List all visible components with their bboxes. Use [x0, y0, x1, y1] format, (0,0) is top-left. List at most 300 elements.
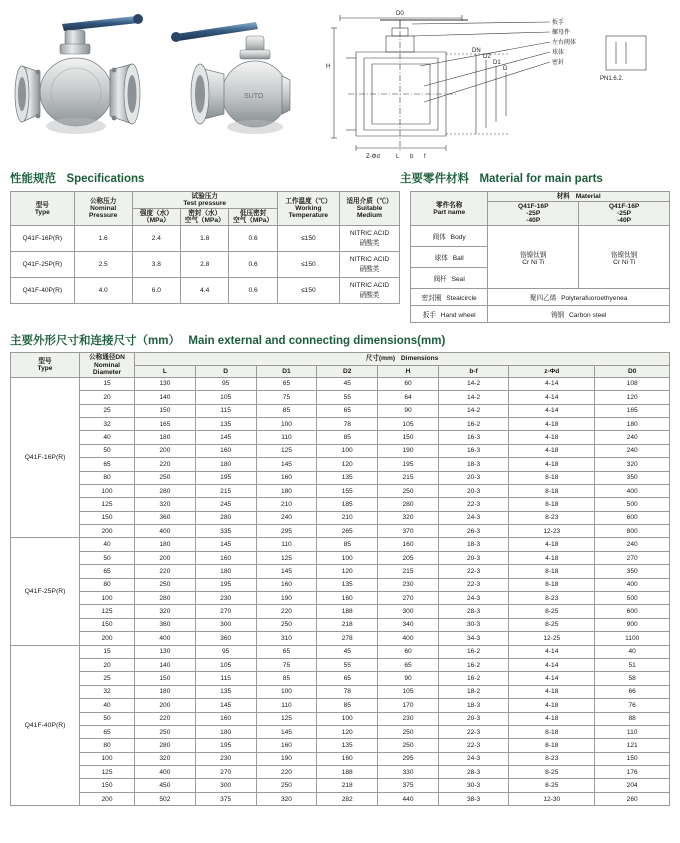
dim-cell-H: 160	[378, 538, 439, 551]
dim-cell-zd: 4-14	[509, 658, 595, 671]
table-row	[411, 289, 670, 306]
dim-cell-zd: 12-25	[509, 632, 595, 645]
table-row	[11, 779, 670, 792]
dim-cell-D0: 500	[595, 592, 670, 605]
table-row	[11, 712, 670, 725]
spec-cell-temp: ≤150	[277, 278, 339, 304]
dim-cell-L: 400	[135, 766, 196, 779]
dim-cell-L: 502	[135, 792, 196, 805]
svg-text:DN: DN	[472, 48, 481, 54]
dim-cell-type: Q41F-16P(R)	[11, 377, 80, 538]
table-row	[11, 252, 400, 278]
table-row	[11, 377, 670, 390]
table-row	[11, 417, 670, 430]
table-row	[11, 431, 670, 444]
dim-cell-D: 280	[195, 511, 256, 524]
material-table	[410, 191, 670, 323]
dim-cell-D0: 204	[595, 779, 670, 792]
dim-cell-dn: 65	[80, 725, 135, 738]
dim-cell-bf: 30-3	[438, 779, 508, 792]
mat-cell-part: 扳手 Hand wheel	[411, 306, 488, 323]
svg-text:左右阀体: 左右阀体	[552, 40, 577, 46]
dim-cell-zd: 4-14	[509, 404, 595, 417]
dim-cell-L: 130	[135, 645, 196, 658]
dim-cell-D2: 135	[317, 578, 378, 591]
dim-cell-D1: 220	[256, 766, 317, 779]
dim-cell-L: 165	[135, 417, 196, 430]
dim-cell-D: 270	[195, 605, 256, 618]
spec-header-temp: 工作温度（℃） Working Temperature	[277, 192, 339, 226]
table-row	[11, 444, 670, 457]
dim-cell-D0: 240	[595, 538, 670, 551]
spec-cell-strength: 2.4	[132, 226, 180, 252]
table-row	[11, 739, 670, 752]
dim-cell-D1: 180	[256, 484, 317, 497]
dim-cell-L: 180	[135, 431, 196, 444]
dim-cell-D2: 65	[317, 404, 378, 417]
dim-cell-type: Q41F-40P(R)	[11, 645, 80, 806]
dim-cell-D: 180	[195, 458, 256, 471]
dim-cell-D0: 120	[595, 391, 670, 404]
dim-cell-H: 295	[378, 752, 439, 765]
dim-cell-D2: 120	[317, 458, 378, 471]
dim-cell-D0: 240	[595, 431, 670, 444]
spec-header-test: 试验压力 Test pressure	[132, 192, 277, 209]
dim-cell-D2: 45	[317, 645, 378, 658]
dim-cell-D0: 165	[595, 404, 670, 417]
spec-cell-seal-water: 1.8	[181, 226, 229, 252]
dim-cell-dn: 150	[80, 618, 135, 631]
dim-cell-L: 180	[135, 685, 196, 698]
dim-cell-bf: 22-3	[438, 498, 508, 511]
dim-cell-bf: 28-3	[438, 766, 508, 779]
dim-cell-H: 105	[378, 417, 439, 430]
dim-cell-H: 65	[378, 658, 439, 671]
dim-cell-D: 230	[195, 752, 256, 765]
dim-cell-dn: 50	[80, 712, 135, 725]
dim-cell-dn: 40	[80, 538, 135, 551]
dim-cell-D1: 190	[256, 752, 317, 765]
valve-photo-2	[160, 6, 300, 165]
dim-cell-D: 230	[195, 592, 256, 605]
table-row	[11, 525, 670, 538]
dim-cell-D2: 85	[317, 431, 378, 444]
dim-cell-dn: 15	[80, 377, 135, 390]
dim-cell-D2: 160	[317, 752, 378, 765]
dim-cell-D1: 75	[256, 658, 317, 671]
dim-cell-dn: 100	[80, 592, 135, 605]
dim-cell-D1: 75	[256, 391, 317, 404]
dim-cell-D1: 295	[256, 525, 317, 538]
mat-header-material: 材料 Material	[488, 192, 670, 202]
dim-cell-D0: 108	[595, 377, 670, 390]
dim-cell-D2: 265	[317, 525, 378, 538]
dim-cell-H: 270	[378, 592, 439, 605]
dim-cell-zd: 8-23	[509, 511, 595, 524]
dim-header-dn: 公称通径DN Nominal Diameter	[80, 353, 135, 377]
table-row	[11, 458, 670, 471]
dim-cell-zd: 8-18	[509, 565, 595, 578]
dim-cell-D1: 190	[256, 592, 317, 605]
dim-cell-D2: 45	[317, 377, 378, 390]
dims-title-row	[0, 331, 680, 349]
dim-cell-L: 200	[135, 444, 196, 457]
dim-cell-zd: 8-25	[509, 618, 595, 631]
dim-cell-D1: 250	[256, 779, 317, 792]
dim-cell-H: 150	[378, 431, 439, 444]
dim-cell-dn: 125	[80, 498, 135, 511]
dim-cell-zd: 4-14	[509, 391, 595, 404]
dim-cell-H: 60	[378, 645, 439, 658]
table-row	[11, 484, 670, 497]
dim-cell-D0: 110	[595, 725, 670, 738]
dim-cell-zd: 4-18	[509, 538, 595, 551]
dim-cell-type: Q41F-25P(R)	[11, 538, 80, 645]
dim-cell-bf: 22-3	[438, 565, 508, 578]
table-row	[11, 685, 670, 698]
dim-cell-D: 160	[195, 712, 256, 725]
table-row	[11, 658, 670, 671]
dim-cell-L: 400	[135, 632, 196, 645]
mat-cell-part: 阀杆 Seal	[411, 268, 488, 289]
svg-text:f: f	[424, 154, 426, 160]
dim-cell-bf: 20-3	[438, 712, 508, 725]
table-row	[11, 752, 670, 765]
dim-cell-bf: 14-2	[438, 391, 508, 404]
dim-cell-D: 215	[195, 484, 256, 497]
dim-cell-D: 300	[195, 779, 256, 792]
dim-cell-zd: 8-18	[509, 739, 595, 752]
top-illustrations	[0, 0, 680, 165]
dim-cell-D1: 145	[256, 725, 317, 738]
dim-col-D: D	[195, 365, 256, 377]
dim-cell-D0: 600	[595, 605, 670, 618]
svg-text:L: L	[396, 154, 400, 160]
dim-cell-dn: 80	[80, 739, 135, 752]
dim-cell-D0: 176	[595, 766, 670, 779]
dim-cell-L: 200	[135, 699, 196, 712]
dim-cell-bf: 20-3	[438, 551, 508, 564]
spec-cell-type: Q41F-25P(R)	[11, 252, 75, 278]
dim-cell-zd: 4-18	[509, 699, 595, 712]
spec-cell-type: Q41F-40P(R)	[11, 278, 75, 304]
dim-cell-bf: 28-3	[438, 605, 508, 618]
dim-cell-D0: 600	[595, 511, 670, 524]
dim-cell-D2: 210	[317, 511, 378, 524]
dim-col-H: H	[378, 365, 439, 377]
dim-cell-D0: 900	[595, 618, 670, 631]
dim-cell-L: 280	[135, 484, 196, 497]
dim-cell-D2: 160	[317, 592, 378, 605]
dim-cell-D: 95	[195, 645, 256, 658]
dim-cell-zd: 4-18	[509, 417, 595, 430]
dim-cell-D0: 270	[595, 551, 670, 564]
dim-cell-zd: 4-18	[509, 685, 595, 698]
dim-cell-zd: 4-18	[509, 444, 595, 457]
dim-cell-zd: 8-25	[509, 766, 595, 779]
dim-cell-L: 250	[135, 578, 196, 591]
dim-cell-zd: 4-14	[509, 672, 595, 685]
dim-cell-D2: 78	[317, 417, 378, 430]
dim-cell-dn: 32	[80, 685, 135, 698]
dim-cell-D1: 145	[256, 565, 317, 578]
dim-cell-H: 215	[378, 471, 439, 484]
mat-header-col2: Q41F-16P -25P -40P	[579, 202, 670, 226]
dim-cell-D: 115	[195, 672, 256, 685]
dim-cell-D1: 210	[256, 498, 317, 511]
dim-cell-dn: 50	[80, 444, 135, 457]
dim-cell-zd: 4-18	[509, 712, 595, 725]
dim-cell-bf: 22-3	[438, 725, 508, 738]
dim-cell-dn: 65	[80, 565, 135, 578]
dim-cell-L: 320	[135, 498, 196, 511]
dim-cell-H: 370	[378, 525, 439, 538]
dim-cell-H: 300	[378, 605, 439, 618]
dim-cell-H: 60	[378, 377, 439, 390]
material-table-wrap	[410, 191, 670, 323]
dim-cell-bf: 16-2	[438, 658, 508, 671]
dim-cell-H: 330	[378, 766, 439, 779]
dim-cell-D0: 1100	[595, 632, 670, 645]
dim-cell-D: 160	[195, 444, 256, 457]
dim-cell-D: 115	[195, 404, 256, 417]
svg-text:H: H	[326, 64, 331, 70]
material-title-en: Material for main parts	[479, 173, 603, 185]
dim-cell-bf: 18-3	[438, 699, 508, 712]
dim-cell-L: 200	[135, 551, 196, 564]
specs-title-en: Specifications	[66, 173, 145, 185]
dim-cell-D: 195	[195, 578, 256, 591]
dim-cell-zd: 8-18	[509, 471, 595, 484]
dim-cell-D2: 100	[317, 444, 378, 457]
svg-text:SUTO: SUTO	[244, 93, 264, 100]
dim-cell-H: 230	[378, 578, 439, 591]
dim-cell-H: 195	[378, 458, 439, 471]
dim-cell-D1: 145	[256, 458, 317, 471]
dim-cell-dn: 65	[80, 458, 135, 471]
dim-cell-D: 160	[195, 551, 256, 564]
table-row	[11, 538, 670, 551]
dim-cell-H: 230	[378, 712, 439, 725]
mat-cell-col2: 铬镍钛钢 Cr Ni Ti	[579, 226, 670, 289]
spec-header-seal-water: 密封（水） 空气（MPa）	[181, 209, 229, 226]
specifications-table-wrap	[10, 191, 400, 323]
dim-cell-bf: 30-3	[438, 618, 508, 631]
spec-cell-medium: NITRIC ACID 硝酸类	[340, 226, 400, 252]
table-row	[411, 306, 670, 323]
dim-cell-bf: 16-2	[438, 672, 508, 685]
valve-photo-1	[10, 6, 160, 165]
section-titles-row	[0, 169, 680, 187]
dim-cell-L: 150	[135, 404, 196, 417]
table-row	[11, 391, 670, 404]
dim-col-L: L	[135, 365, 196, 377]
dim-cell-D1: 125	[256, 551, 317, 564]
dim-cell-bf: 24-3	[438, 511, 508, 524]
table-row	[11, 605, 670, 618]
mat-header-col1: Q41F-16P -25P -40P	[488, 202, 579, 226]
dim-cell-D2: 218	[317, 779, 378, 792]
dim-cell-zd: 8-18	[509, 578, 595, 591]
dim-cell-D1: 250	[256, 618, 317, 631]
dim-cell-D2: 135	[317, 471, 378, 484]
dim-cell-D: 105	[195, 658, 256, 671]
dim-cell-D1: 240	[256, 511, 317, 524]
spec-cell-medium: NITRIC ACID 硝酸类	[340, 278, 400, 304]
dim-cell-dn: 25	[80, 404, 135, 417]
dim-cell-D: 360	[195, 632, 256, 645]
spec-header-type: 型号 Type	[11, 192, 75, 226]
dim-cell-zd: 8-18	[509, 498, 595, 511]
dim-cell-D2: 135	[317, 739, 378, 752]
dim-cell-D2: 120	[317, 725, 378, 738]
dim-cell-D: 145	[195, 538, 256, 551]
svg-text:扳手: 扳手	[552, 20, 565, 26]
dim-cell-H: 375	[378, 779, 439, 792]
dim-cell-dn: 100	[80, 484, 135, 497]
dim-cell-D1: 100	[256, 685, 317, 698]
dim-cell-zd: 8-25	[509, 605, 595, 618]
table-row	[11, 592, 670, 605]
dim-cell-bf: 20-3	[438, 471, 508, 484]
dim-cell-D0: 350	[595, 565, 670, 578]
dim-cell-D0: 66	[595, 685, 670, 698]
dim-cell-D0: 260	[595, 792, 670, 805]
dim-cell-D: 135	[195, 685, 256, 698]
dim-cell-bf: 20-3	[438, 484, 508, 497]
mat-cell-part: 密封圈 Stealcircle	[411, 289, 488, 306]
dim-cell-D2: 55	[317, 658, 378, 671]
dim-cell-D2: 85	[317, 699, 378, 712]
mat-cell-handwheel: 铸钢 Carbon steel	[488, 306, 670, 323]
dim-cell-H: 190	[378, 444, 439, 457]
dim-cell-D: 145	[195, 431, 256, 444]
technical-drawing	[300, 6, 670, 165]
dim-cell-bf: 24-3	[438, 592, 508, 605]
dim-cell-D1: 125	[256, 444, 317, 457]
dim-cell-D0: 240	[595, 444, 670, 457]
dim-cell-D1: 160	[256, 578, 317, 591]
svg-text:D0: D0	[396, 11, 404, 17]
table-row	[11, 511, 670, 524]
dim-cell-D1: 220	[256, 605, 317, 618]
dim-col-zd: z-Φd	[509, 365, 595, 377]
mat-cell-seal: 聚四乙烯 Polyterafuoroethyenea	[488, 289, 670, 306]
dim-cell-dn: 32	[80, 417, 135, 430]
dim-cell-H: 280	[378, 498, 439, 511]
mat-header-part: 零件名称 Part name	[411, 192, 488, 226]
dim-cell-dn: 200	[80, 792, 135, 805]
spec-cell-medium: NITRIC ACID 硝酸类	[340, 252, 400, 278]
dim-cell-D0: 40	[595, 645, 670, 658]
svg-text:D1: D1	[493, 60, 501, 66]
dim-cell-dn: 80	[80, 471, 135, 484]
table-row	[11, 645, 670, 658]
dim-cell-D0: 320	[595, 458, 670, 471]
material-title-cn: 主要零件材料	[400, 173, 469, 185]
dim-cell-D0: 58	[595, 672, 670, 685]
spec-cell-strength: 6.0	[132, 278, 180, 304]
svg-text:b: b	[410, 154, 414, 160]
dim-cell-bf: 18-3	[438, 538, 508, 551]
dim-cell-bf: 22-3	[438, 578, 508, 591]
dim-cell-L: 400	[135, 525, 196, 538]
dimensions-table-wrap	[0, 352, 680, 806]
svg-text:螺母件: 螺母件	[552, 30, 571, 36]
dim-cell-H: 250	[378, 484, 439, 497]
specs-material-row	[0, 191, 680, 323]
dim-cell-D0: 180	[595, 417, 670, 430]
dim-cell-zd: 4-14	[509, 645, 595, 658]
dim-cell-bf: 26-3	[438, 525, 508, 538]
table-row	[11, 618, 670, 631]
dim-cell-zd: 4-14	[509, 377, 595, 390]
dim-cell-D: 335	[195, 525, 256, 538]
table-row	[11, 404, 670, 417]
dim-header-type: 型号 Type	[11, 353, 80, 377]
dim-cell-D0: 400	[595, 578, 670, 591]
svg-text:Z-Φd: Z-Φd	[366, 154, 380, 160]
table-row	[11, 632, 670, 645]
dim-cell-D: 375	[195, 792, 256, 805]
table-row	[11, 792, 670, 805]
spec-cell-nominal: 2.5	[74, 252, 132, 278]
dim-cell-H: 64	[378, 391, 439, 404]
spec-header-nominal: 公称压力 Nominal Pressure	[74, 192, 132, 226]
dim-cell-bf: 38-3	[438, 792, 508, 805]
table-row	[11, 471, 670, 484]
spec-cell-seal-low: 0.6	[229, 226, 277, 252]
dim-cell-dn: 150	[80, 779, 135, 792]
dim-cell-H: 90	[378, 404, 439, 417]
dim-cell-D: 195	[195, 471, 256, 484]
dim-cell-D2: 100	[317, 712, 378, 725]
dim-col-D1: D1	[256, 365, 317, 377]
dim-cell-D: 105	[195, 391, 256, 404]
dim-cell-H: 90	[378, 672, 439, 685]
dim-cell-H: 205	[378, 551, 439, 564]
dim-cell-L: 320	[135, 605, 196, 618]
dim-cell-L: 250	[135, 725, 196, 738]
dim-cell-bf: 22-3	[438, 739, 508, 752]
dim-cell-bf: 24-3	[438, 752, 508, 765]
dim-cell-bf: 16-2	[438, 417, 508, 430]
dim-cell-L: 360	[135, 511, 196, 524]
dim-cell-bf: 16-3	[438, 444, 508, 457]
dim-cell-D: 180	[195, 565, 256, 578]
dim-cell-D2: 282	[317, 792, 378, 805]
dim-cell-D0: 88	[595, 712, 670, 725]
dim-cell-D: 195	[195, 739, 256, 752]
dim-cell-D: 270	[195, 766, 256, 779]
dim-cell-dn: 20	[80, 391, 135, 404]
dim-cell-dn: 50	[80, 551, 135, 564]
dim-cell-bf: 34-3	[438, 632, 508, 645]
dim-cell-D1: 160	[256, 471, 317, 484]
dim-col-bf: b-f	[438, 365, 508, 377]
dimensions-table	[10, 352, 670, 806]
dim-cell-D1: 65	[256, 377, 317, 390]
dims-title-en: Main external and connecting dimensions(mm)	[188, 335, 446, 348]
dim-cell-D1: 160	[256, 739, 317, 752]
dim-cell-H: 440	[378, 792, 439, 805]
dim-cell-D1: 110	[256, 699, 317, 712]
svg-text:PN1.6.2.: PN1.6.2.	[600, 76, 624, 82]
dim-cell-dn: 15	[80, 645, 135, 658]
spec-cell-type: Q41F-16P(R)	[11, 226, 75, 252]
dim-cell-D2: 55	[317, 391, 378, 404]
spec-cell-nominal: 1.6	[74, 226, 132, 252]
